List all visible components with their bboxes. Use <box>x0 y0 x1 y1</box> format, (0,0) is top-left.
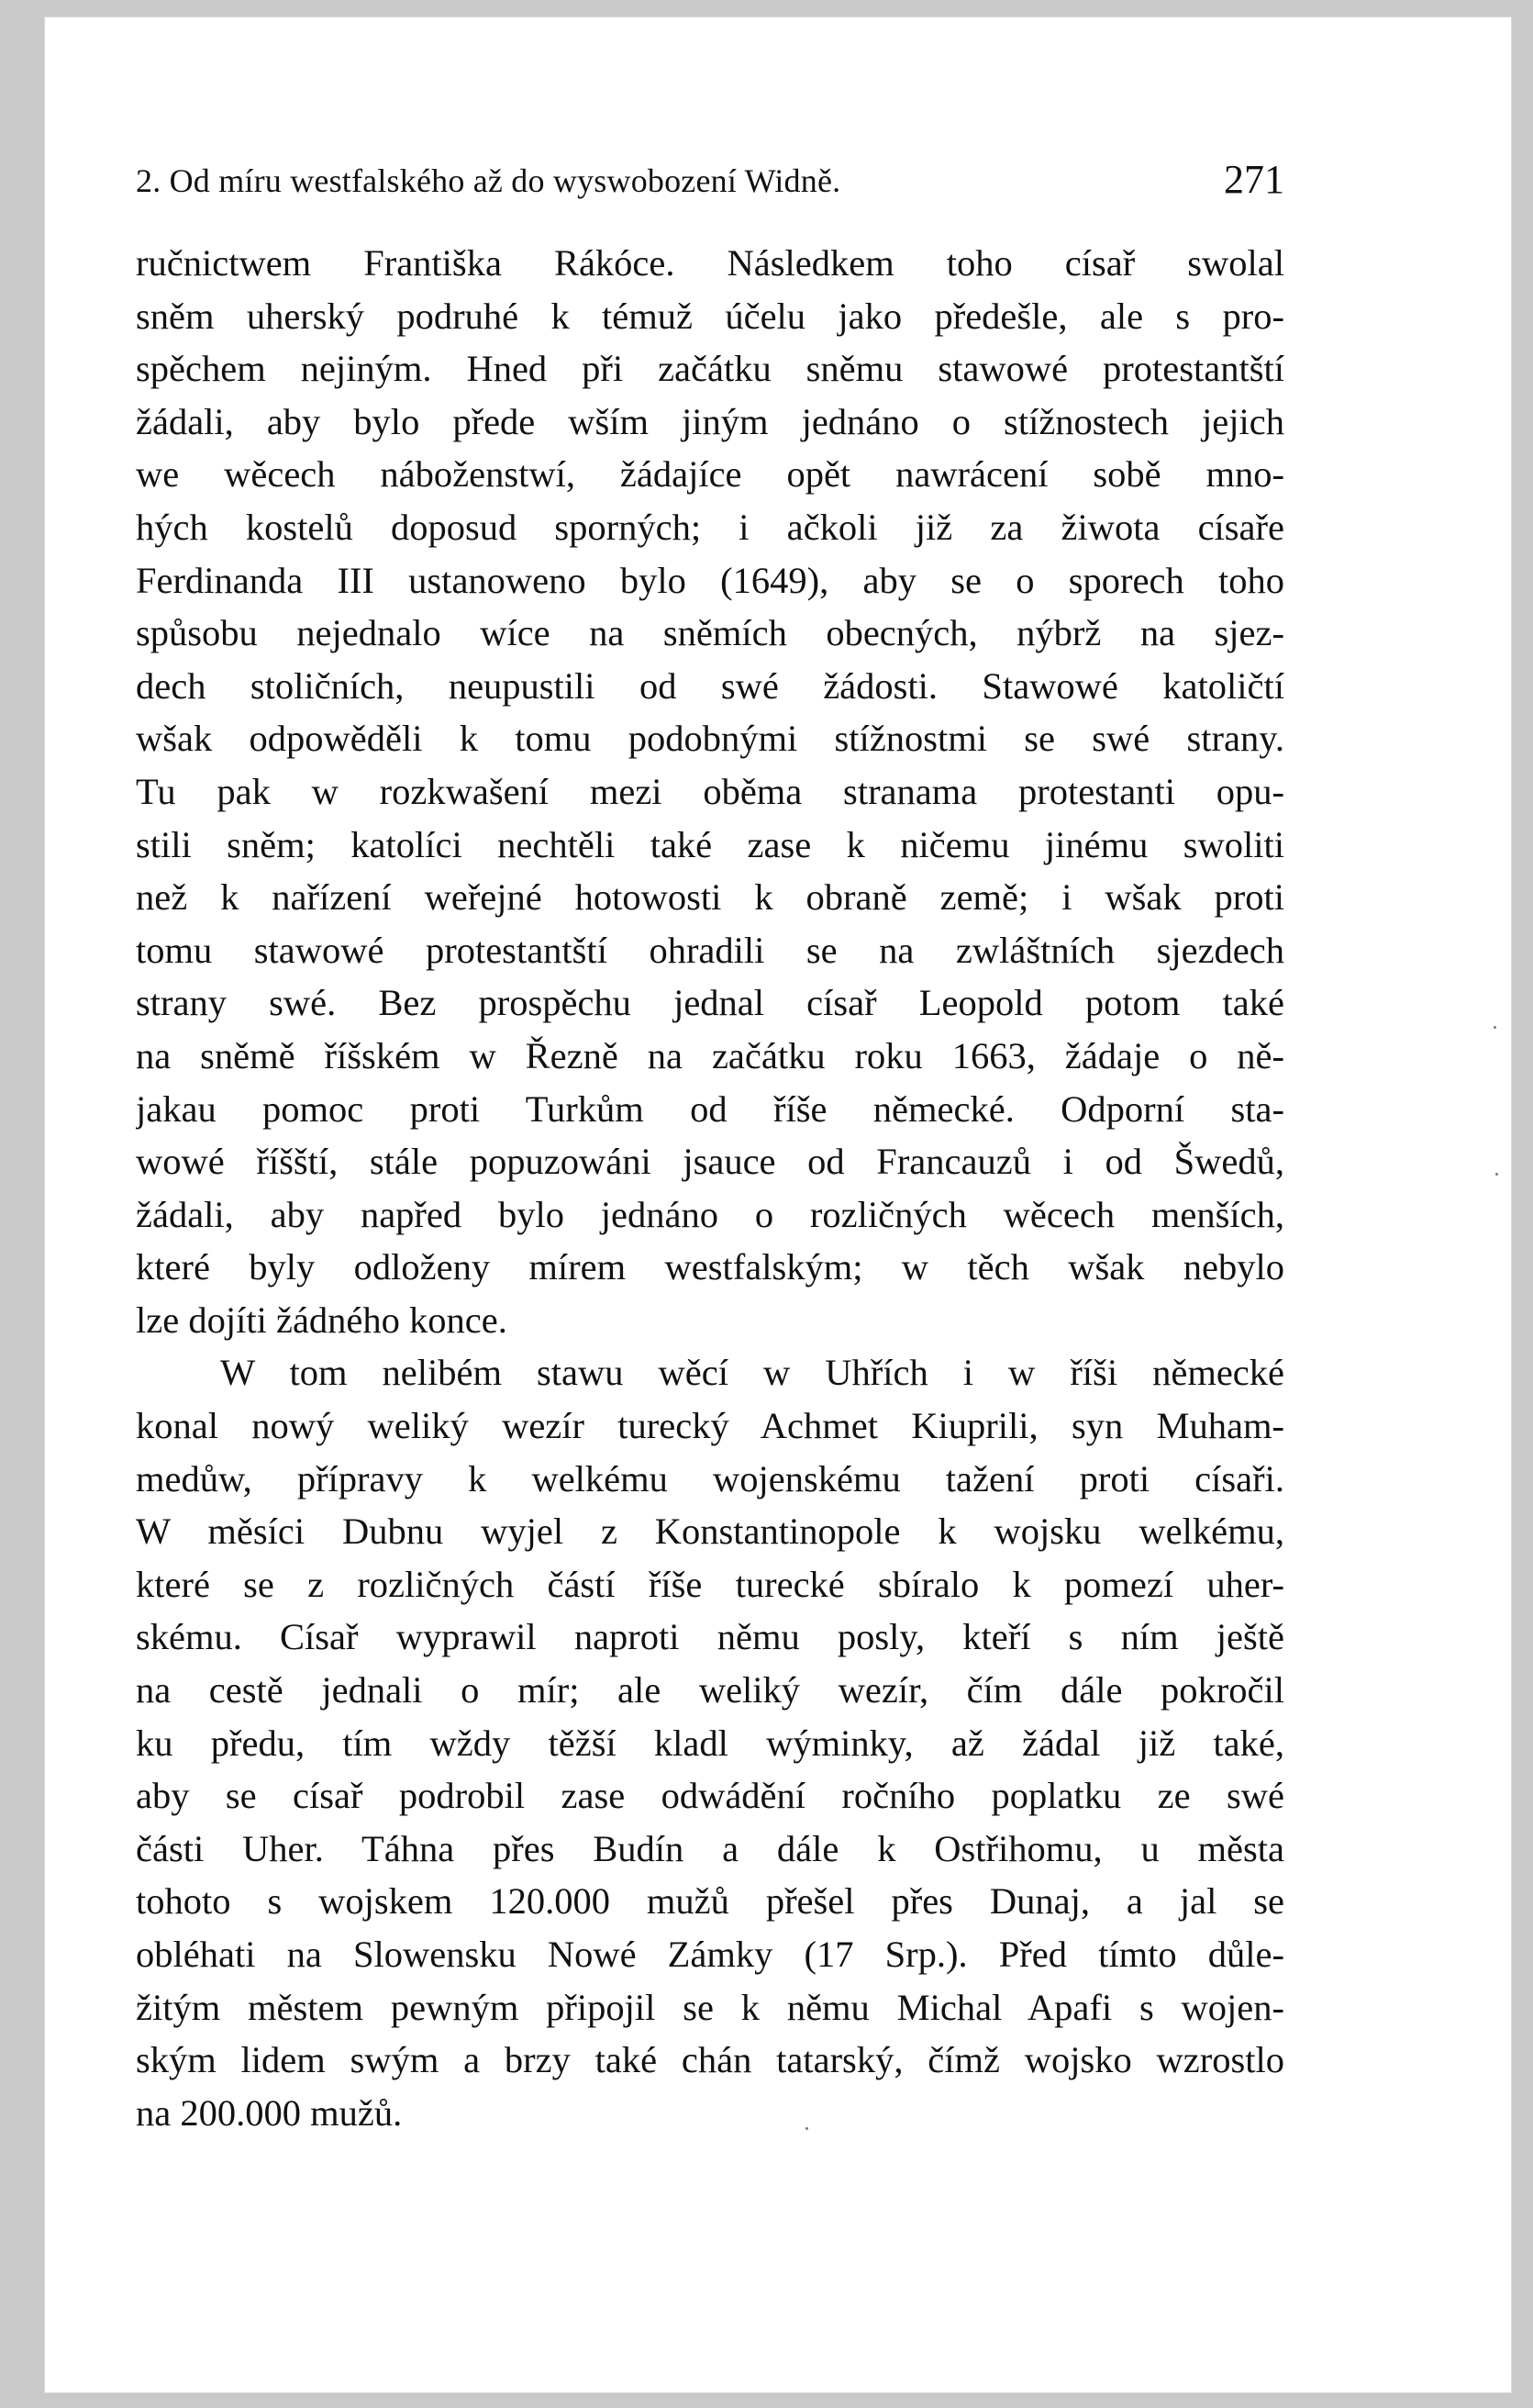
text-line: Tu pak w rozkwašení mezi oběma stranama protestanti opu- <box>136 770 1284 812</box>
text-line: obléhati na Slowensku Nowé Zámky (17 Srp.). Před tímto důle- <box>136 1934 1284 1975</box>
text-line: na sněmě říšském w Řezně na začátku roku 1663, žádaje o ně- <box>136 1034 1284 1076</box>
text-line: tohoto s wojskem 120.000 mužů přešel přes Dunaj, a jal se <box>136 1880 1284 1923</box>
text-line: aby se císař podrobil zase odwádění ročního poplatku ze swé <box>136 1775 1284 1817</box>
text-line: konal nowý weliký wezír turecký Achmet Kiuprili, syn Muham- <box>136 1405 1284 1447</box>
text-line: žádali, aby napřed bylo jednáno o rozličných wěcech menších, <box>136 1193 1284 1235</box>
text-line: ku předu, tím wždy těžší kladl wýminky, až žádal již také, <box>136 1722 1284 1764</box>
text-line: tomu stawowé protestantští ohradili se na zwláštních sjezdech <box>136 929 1284 971</box>
text-line: wowé říšští, stále popuzowáni jsauce od Francauzů i od Šwedů, <box>136 1141 1284 1183</box>
text-line: W měsíci Dubnu wyjel z Konstantinopole k wojsku welkému, <box>136 1511 1284 1553</box>
text-line: strany swé. Bez prospěchu jednal císař Leopold potom také <box>136 982 1284 1024</box>
text-line: Ferdinanda III ustanoweno bylo (1649), aby se o sporech toho <box>136 559 1284 601</box>
page-number: 271 <box>1224 157 1284 202</box>
text-line: žitým městem pewným připojil se k němu Michal Apafi s wojen- <box>136 1986 1284 2028</box>
text-line: které se z rozličných částí říše turecké sbíralo k pomezí uher- <box>136 1563 1284 1605</box>
ink-speck <box>1495 1173 1498 1176</box>
text-line: hých kostelů doposud sporných; i ačkoli již za žiwota císaře <box>136 506 1284 548</box>
text-line: dech stoličních, neupustili od swé žádosti. Stawowé katoličtí <box>136 664 1284 707</box>
text-line: ručnictwem Františka Rákóce. Následkem toho císař swolal <box>136 242 1284 284</box>
body-text <box>136 237 1284 2139</box>
running-title: 2. Od míru westfalského až do wyswobození Widně. <box>136 162 841 199</box>
text-line: žádali, aby bylo přede wším jiným jednáno o stížnostech jejich <box>136 400 1284 442</box>
text-line: ským lidem swým a brzy také chán tatarský, čímž wojsko wzrostlo <box>136 2039 1284 2081</box>
text-line: W tom nelibém stawu wěcí w Uhřích i w říši německé <box>220 1352 1284 1394</box>
text-line: na cestě jednali o mír; ale weliký wezír, čím dále pokročil <box>136 1669 1284 1711</box>
text-line: spěchem nejiným. Hned při začátku sněmu stawowé protestantští <box>136 348 1284 390</box>
text-line: sněm uherský podruhé k témuž účelu jako předešle, ale s pro- <box>136 295 1284 337</box>
text-line: skému. Císař wyprawil naproti němu posly, kteří s ním ještě <box>136 1616 1284 1658</box>
text-line: lze dojíti žádného konce. <box>136 1299 507 1341</box>
text-line: jakau pomoc proti Turkům od říše německé. Odporní sta- <box>136 1087 1284 1130</box>
text-line: medůw, přípravy k welkému wojenskému tažení proti císaři. <box>136 1457 1284 1499</box>
text-line: spůsobu nejednalo wíce na sněmích obecných, nýbrž na sjez- <box>136 612 1284 654</box>
text-line: než k nařízení weřejné hotowosti k obraně země; i wšak proti <box>136 876 1284 919</box>
ink-speck <box>1494 1026 1496 1029</box>
text-line: wšak odpowěděli k tomu podobnými stížnostmi se swé strany. <box>136 718 1284 760</box>
text-line: na 200.000 mužů. <box>136 2091 403 2134</box>
text-line: we wěcech náboženstwí, žádajíce opět nawrácení sobě mno- <box>136 453 1284 496</box>
page-header <box>136 145 1284 204</box>
text-line: stili sněm; katolíci nechtěli také zase k ničemu jinému swoliti <box>136 823 1284 865</box>
text-line: které byly odloženy mírem westfalským; w těch wšak nebylo <box>136 1246 1284 1288</box>
text-line: části Uher. Táhna přes Budín a dále k Ostřihomu, u města <box>136 1827 1284 1869</box>
